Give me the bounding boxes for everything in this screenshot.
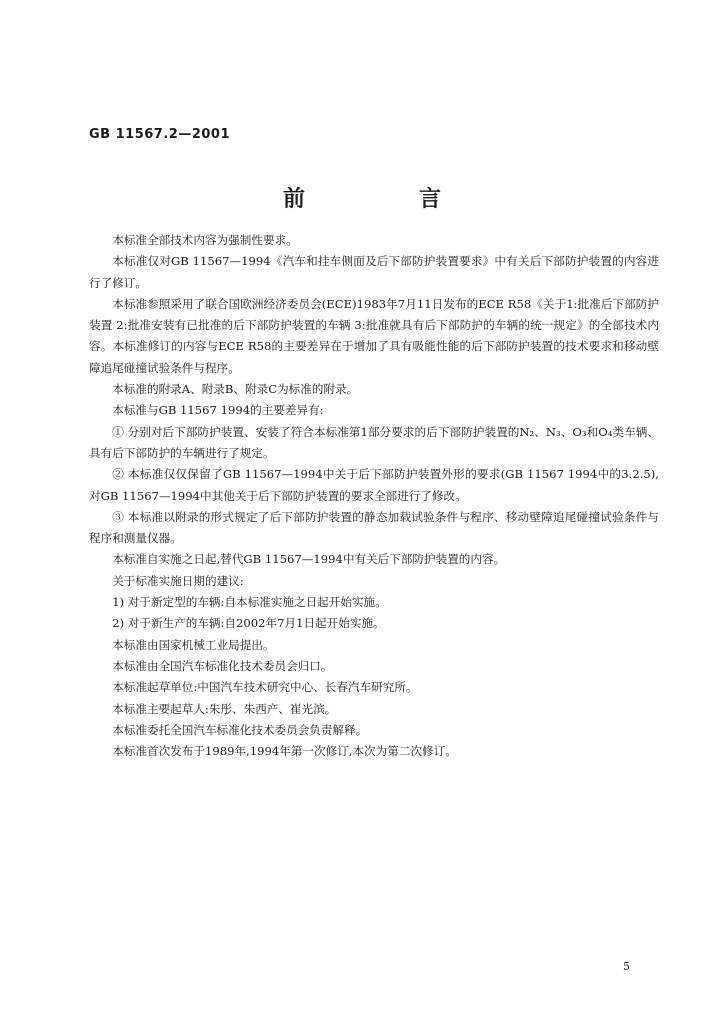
paragraph: 本标准由全国汽车标准化技术委员会归口。 bbox=[112, 658, 333, 673]
page-number: 5 bbox=[623, 960, 630, 973]
paragraph: 本标准仅对GB 11567—1994《汽车和挂车侧面及后下部防护装置要求》中有关后下部防护装置的内容进行了修订。 bbox=[89, 254, 659, 290]
paragraph: 本标准自实施之日起,替代GB 11567—1994中有关后下部防护装置的内容。 bbox=[112, 552, 506, 567]
list-item: ② 本标准仅仅保留了GB 11567—1994中关于后下部防护装置外形的要求(GB 11567 1994中的3.2.5),对GB 11567—1994中其他关于后下部防护装置的要求全部进行了修改。 bbox=[89, 467, 659, 503]
paragraph: 本标准首次发布于1989年,1994年第一次修订,本次为第二次修订。 bbox=[112, 744, 457, 759]
list-item: 1) 对于新定型的车辆:自本标准实施之日起开始实施。 bbox=[112, 595, 387, 610]
list-item: ③ 本标准以附录的形式规定了后下部防护装置的静态加载试验条件与程序、移动壁障追尾碰撞试验条件与程序和测量仪器。 bbox=[89, 509, 659, 546]
paragraph: 本标准与GB 11567 1994的主要差异有: bbox=[112, 403, 324, 418]
paragraph: 本标准主要起草人:朱彤、朱西产、崔光滨。 bbox=[112, 701, 337, 716]
list-item: 2) 对于新生产的车辆:自2002年7月1日起开始实施。 bbox=[112, 616, 385, 631]
standard-code: GB 11567.2—2001 bbox=[89, 127, 230, 142]
page-title: 前 言 bbox=[282, 186, 487, 212]
paragraph: 关于标准实施日期的建议: bbox=[112, 573, 244, 588]
paragraph: 本标准的附录A、附录B、附录C为标准的附录。 bbox=[112, 382, 359, 397]
paragraph: 本标准参照采用了联合国欧洲经济委员会(ECE)1983年7月11日发布的ECE R58《关于1:批准后下部防护装置 2:批准安装有已批准的后下部防护装置的车辆 3:批准就具有后下部防护的车辆的统一规定》的全部技术内容。本标准修订的内容与ECE R58的主要差异在于增加了具有吸能性能的后下部防护装置的技术要求和移动壁障追尾碰撞试验条件与程序。 bbox=[89, 296, 659, 375]
paragraph: 本标准全部技术内容为强制性要求。 bbox=[112, 233, 298, 247]
paragraph: 本标准委托全国汽车标准化技术委员会负责解释。 bbox=[112, 722, 368, 737]
paragraph: 本标准起草单位:中国汽车技术研究中心、长春汽车研究所。 bbox=[112, 680, 418, 695]
foreword-body bbox=[89, 230, 659, 762]
paragraph: 本标准由国家机械工业局提出。 bbox=[112, 637, 275, 652]
list-item: ① 分别对后下部防护装置、安装了符合本标准第1部分要求的后下部防护装置的N₂、N₃、O₃和O₄类车辆、具有后下部防护的车辆进行了规定。 bbox=[89, 424, 659, 460]
